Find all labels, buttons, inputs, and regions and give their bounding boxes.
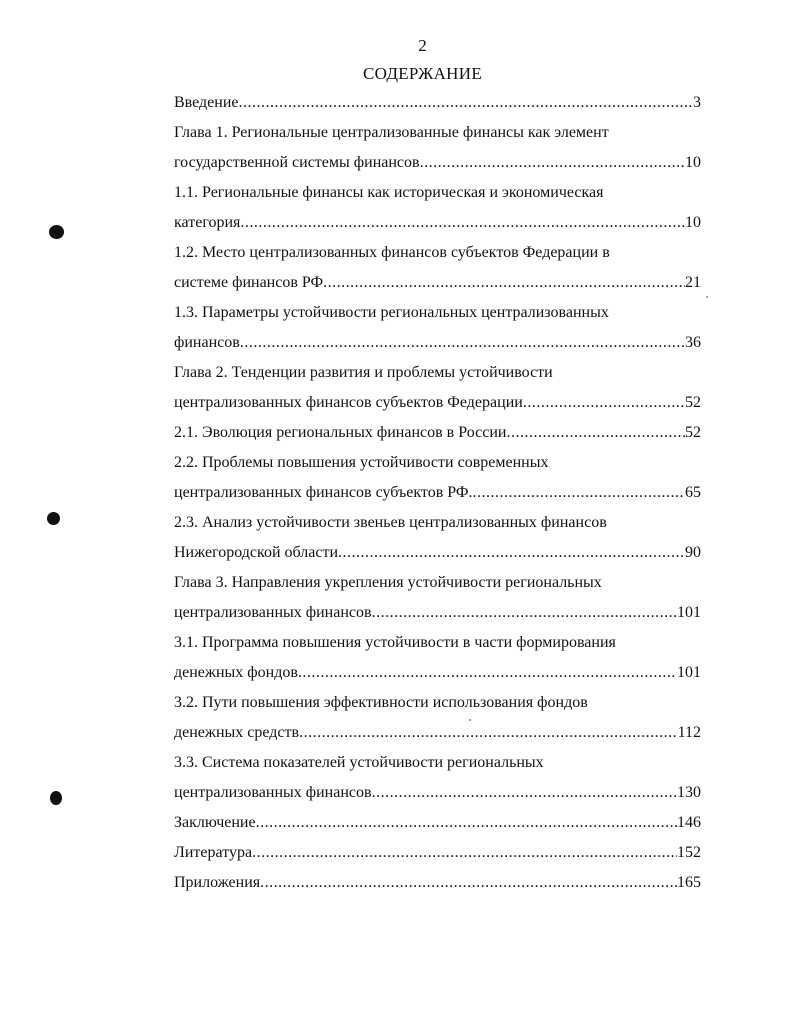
toc-entry: [174, 358, 701, 418]
toc-entry-heading-line: 1.3. Параметры устойчивости региональных централизованных: [174, 304, 609, 321]
scan-speck: [706, 296, 708, 298]
toc-entry-final-line: [174, 388, 701, 418]
dot-leader: [252, 838, 677, 868]
toc-entry: [174, 628, 701, 688]
dot-leader: [240, 328, 685, 358]
toc-entry-final-line: [174, 868, 701, 898]
toc-entry-heading-line: 2.2. Проблемы повышения устойчивости современных: [174, 454, 549, 471]
dot-leader: [239, 88, 694, 118]
scan-blot: [49, 225, 64, 239]
toc-entry-text: Литература: [174, 844, 253, 861]
toc-entry: [174, 118, 701, 178]
toc-entry: [174, 238, 701, 298]
toc-entry: [174, 868, 701, 898]
dot-leader: [256, 808, 677, 838]
toc-entry-text: 2.1. Эволюция региональных финансов в России: [174, 424, 507, 441]
toc-entry-final-line: [174, 418, 701, 448]
toc-page-number: 21: [685, 274, 701, 291]
toc-entry-heading-line: 3.2. Пути повышения эффективности использования фондов: [174, 694, 588, 711]
toc-page-number: 36: [685, 334, 701, 351]
toc-entry-final-line: [174, 778, 701, 808]
toc-entry-final-line: [174, 148, 701, 178]
toc-entry-final-line: [174, 268, 701, 298]
toc-page-number: 65: [685, 484, 701, 501]
scan-blot: [47, 512, 60, 525]
dot-leader: [506, 418, 685, 448]
toc-page-number: 130: [677, 784, 701, 801]
toc-entry: [174, 808, 701, 838]
toc-entry: [174, 448, 701, 508]
toc-entry-text: Введение: [174, 94, 239, 111]
toc-entry-final-line: [174, 478, 701, 508]
toc-page-number: 90: [685, 544, 701, 561]
toc-entry: [174, 178, 701, 238]
toc-entry: [174, 568, 701, 628]
toc-entry-final-line: [174, 328, 701, 358]
toc-page-number: 146: [677, 814, 701, 831]
toc-page-number: 112: [677, 724, 701, 741]
toc-entry-final-line: [174, 208, 701, 238]
dot-leader: [298, 658, 677, 688]
toc-page-number: 101: [677, 604, 701, 621]
toc-page-number: 10: [685, 154, 701, 171]
toc-entry-text: денежных средств: [174, 724, 300, 741]
dot-leader: [372, 598, 677, 628]
toc-entry-text: системе финансов РФ: [174, 274, 324, 291]
toc-page-number: 152: [677, 844, 701, 861]
toc-page-number: 52: [685, 394, 701, 411]
toc-entry-heading-line: 3.1. Программа повышения устойчивости в части формирования: [174, 634, 616, 651]
toc-entry-text: денежных фондов: [174, 664, 298, 681]
toc-entry-text: централизованных финансов: [174, 784, 372, 801]
toc-entry-heading-line: 3.3. Система показателей устойчивости региональных: [174, 754, 544, 771]
toc-entry-text: Нижегородской области: [174, 544, 339, 561]
toc-entry-final-line: [174, 658, 701, 688]
toc-entry: [174, 298, 701, 358]
dot-leader: [338, 538, 685, 568]
page-number: 2: [418, 36, 427, 55]
toc-page-number: 3: [693, 94, 701, 111]
toc-entry: [174, 88, 701, 118]
toc-entry-text: Заключение: [174, 814, 256, 831]
toc-title: СОДЕРЖАНИЕ: [362, 64, 483, 83]
toc-entry-final-line: [174, 598, 701, 628]
toc-entry-text: централизованных финансов субъектов Федерации: [174, 394, 523, 411]
toc-entry-text: категория: [174, 214, 241, 231]
toc-entry: [174, 838, 701, 868]
toc-entry-text: государственной системы финансов: [174, 154, 420, 171]
toc-entry-text: централизованных финансов: [174, 604, 372, 621]
toc-entry-final-line: [174, 838, 701, 868]
toc-entry-heading-line: Глава 2. Тенденции развития и проблемы устойчивости: [174, 364, 553, 381]
toc-entry-heading-line: Глава 3. Направления укрепления устойчивости региональных: [174, 574, 602, 591]
dot-leader: [299, 718, 678, 748]
dot-leader: [240, 208, 685, 238]
dot-leader: [523, 388, 685, 418]
toc-page-number: 52: [685, 424, 701, 441]
toc-entry-text: финансов: [174, 334, 240, 351]
toc-entry-heading-line: 2.3. Анализ устойчивости звеньев централизованных финансов: [174, 514, 607, 531]
toc-entry: [174, 688, 701, 748]
dot-leader: [260, 868, 677, 898]
dot-leader: [323, 268, 685, 298]
toc-page-number: 101: [677, 664, 701, 681]
scan-blot: [50, 791, 62, 805]
toc-entry: [174, 748, 701, 808]
table-of-contents: [174, 88, 701, 898]
toc-entry-heading-line: 1.1. Региональные финансы как историческая и экономическая: [174, 184, 604, 201]
toc-entry-heading-line: Глава 1. Региональные централизованные финансы как элемент: [174, 124, 609, 141]
dot-leader: [473, 478, 685, 508]
toc-entry-final-line: [174, 718, 701, 748]
toc-entry-final-line: [174, 808, 701, 838]
toc-entry: [174, 418, 701, 448]
dot-leader: [372, 778, 677, 808]
toc-entry-final-line: [174, 88, 701, 118]
toc-entry: [174, 508, 701, 568]
scan-speck: [469, 719, 471, 721]
toc-page-number: 165: [677, 874, 701, 891]
toc-entry-heading-line: 1.2. Место централизованных финансов субъектов Федерации в: [174, 244, 610, 261]
toc-page-number: 10: [685, 214, 701, 231]
toc-entry-final-line: [174, 538, 701, 568]
toc-entry-text: Приложения: [174, 874, 261, 891]
toc-entry-text: централизованных финансов субъектов РФ.: [174, 484, 473, 501]
dot-leader: [420, 148, 685, 178]
